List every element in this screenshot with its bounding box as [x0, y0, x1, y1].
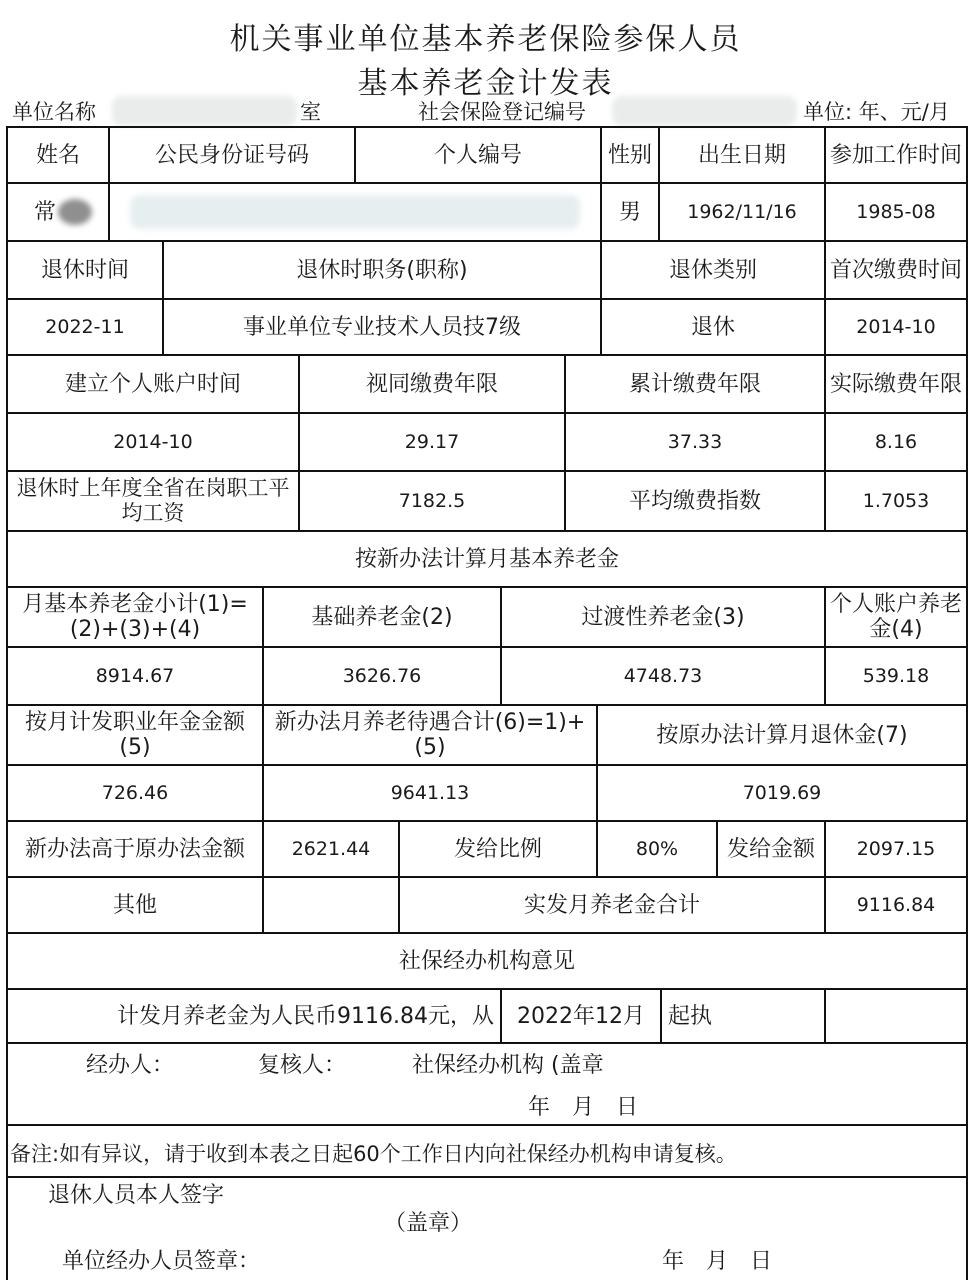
header-actual-total: 实发月养老金合计 — [398, 876, 826, 934]
header-annuity: 按月计发职业年金金额(5) — [6, 704, 264, 766]
value-total-years: 37.33 — [564, 412, 826, 472]
value-avg-index: 1.7053 — [824, 470, 968, 532]
redacted-name — [58, 199, 92, 225]
value-basic-pension: 3626.76 — [262, 646, 502, 706]
value-actual-total: 9116.84 — [824, 876, 968, 934]
header-old-method: 按原办法计算月退休金(7) — [596, 704, 968, 766]
header-name: 姓名 — [6, 126, 110, 184]
header-retire-time: 退休时间 — [6, 240, 164, 300]
value-deemed-years: 29.17 — [298, 412, 566, 472]
footer-signature: 退休人员本人签字 — [48, 1183, 225, 1208]
opinion-text: 计发月养老金为人民币9116.84元，从 — [6, 988, 502, 1044]
header-avg-index: 平均缴费指数 — [564, 470, 826, 532]
value-new-total: 9641.13 — [262, 764, 598, 822]
value-account-pension: 539.18 — [824, 646, 968, 706]
redacted-reg-no — [612, 96, 797, 126]
value-retire-post: 事业单位专业技术人员技7级 — [162, 298, 602, 356]
value-gender: 男 — [600, 182, 660, 242]
opinion-start-month: 2022年12月 — [500, 988, 662, 1044]
value-actual-years: 8.16 — [824, 412, 968, 472]
footer-right-border — [966, 1126, 968, 1280]
value-ratio: 80% — [596, 820, 718, 878]
header-ratio: 发给比例 — [398, 820, 598, 878]
value-name — [6, 182, 110, 242]
value-annuity: 726.46 — [6, 764, 264, 822]
header-work-start: 参加工作时间 — [824, 126, 968, 184]
header-total-years: 累计缴费年限 — [564, 354, 826, 414]
header-transition-pension: 过渡性养老金(3) — [500, 586, 826, 648]
redacted-unit-name — [112, 96, 297, 126]
value-birth: 1962/11/16 — [658, 182, 826, 242]
header-actual-years: 实际缴费年限 — [824, 354, 968, 414]
header-diff: 新办法高于原办法金额 — [6, 820, 264, 878]
opinion-date: 年 月 日 — [528, 1095, 639, 1120]
header-retire-type: 退休类别 — [600, 240, 826, 300]
header-first-pay: 首次缴费时间 — [824, 240, 968, 300]
opinion-start-suffix: 起执 — [660, 988, 826, 1044]
pension-table — [6, 126, 968, 1126]
name-text: 常 — [34, 199, 57, 225]
value-retire-type: 退休 — [600, 298, 826, 356]
value-retire-time: 2022-11 — [6, 298, 164, 356]
form-title-line1: 机关事业单位基本养老保险参保人员 — [229, 22, 742, 57]
footer-left-border — [6, 1126, 8, 1280]
header-id-no: 公民身份证号码 — [108, 126, 356, 184]
value-subtotal: 8914.67 — [6, 646, 264, 706]
footer-note: 备注:如有异议，请于收到本表之日起60个工作日内向社保经办机构申请复核。 — [10, 1142, 737, 1166]
header-other: 其他 — [6, 876, 264, 934]
redacted-id — [130, 195, 580, 229]
reg-no-label: 社会保险登记编号 — [418, 100, 586, 124]
reviewer-label: 复核人： — [258, 1053, 347, 1078]
section-opinion: 社保经办机构意见 — [6, 932, 968, 990]
header-account-time: 建立个人账户时间 — [6, 354, 300, 414]
header-personal-no: 个人编号 — [354, 126, 602, 184]
header-gender: 性别 — [600, 126, 660, 184]
unit-label: 单位: 年、元/月 — [803, 100, 950, 124]
agency-seal-label: 社保经办机构 (盖章 — [412, 1053, 604, 1078]
header-deemed-years: 视同缴费年限 — [298, 354, 566, 414]
header-birth: 出生日期 — [658, 126, 826, 184]
header-avg-wage: 退休时上年度全省在岗职工平均工资 — [6, 470, 300, 532]
value-avg-wage: 7182.5 — [298, 470, 566, 532]
value-pay-amount: 2097.15 — [824, 820, 968, 878]
footer-seal: （盖章） — [384, 1211, 473, 1236]
value-old-method: 7019.69 — [596, 764, 968, 822]
value-first-pay: 2014-10 — [824, 298, 968, 356]
header-basic-pension: 基础养老金(2) — [262, 586, 502, 648]
header-account-pension: 个人账户养老金(4) — [824, 586, 968, 648]
header-retire-post: 退休时职务(职称) — [162, 240, 602, 300]
section-new-method: 按新办法计算月基本养老金 — [6, 530, 968, 588]
opinion-blank — [824, 988, 968, 1044]
value-account-time: 2014-10 — [6, 412, 300, 472]
footer-date: 年 月 日 — [662, 1249, 773, 1274]
header-pay-amount: 发给金额 — [716, 820, 826, 878]
value-id-personal — [108, 182, 602, 242]
footer-unit-staff: 单位经办人员签章： — [62, 1249, 261, 1274]
value-work-start: 1985-08 — [824, 182, 968, 242]
unit-name-label: 单位名称 — [12, 100, 96, 124]
header-subtotal: 月基本养老金小计(1)=(2)+(3)+(4) — [6, 586, 264, 648]
form-title-line2: 基本养老金计发表 — [357, 66, 614, 101]
value-transition-pension: 4748.73 — [500, 646, 826, 706]
unit-name-tail: 室 — [300, 100, 321, 124]
value-diff: 2621.44 — [262, 820, 400, 878]
value-other — [262, 876, 400, 934]
header-new-total: 新办法月养老待遇合计(6)=1)+(5) — [262, 704, 598, 766]
handler-label: 经办人： — [86, 1053, 175, 1078]
